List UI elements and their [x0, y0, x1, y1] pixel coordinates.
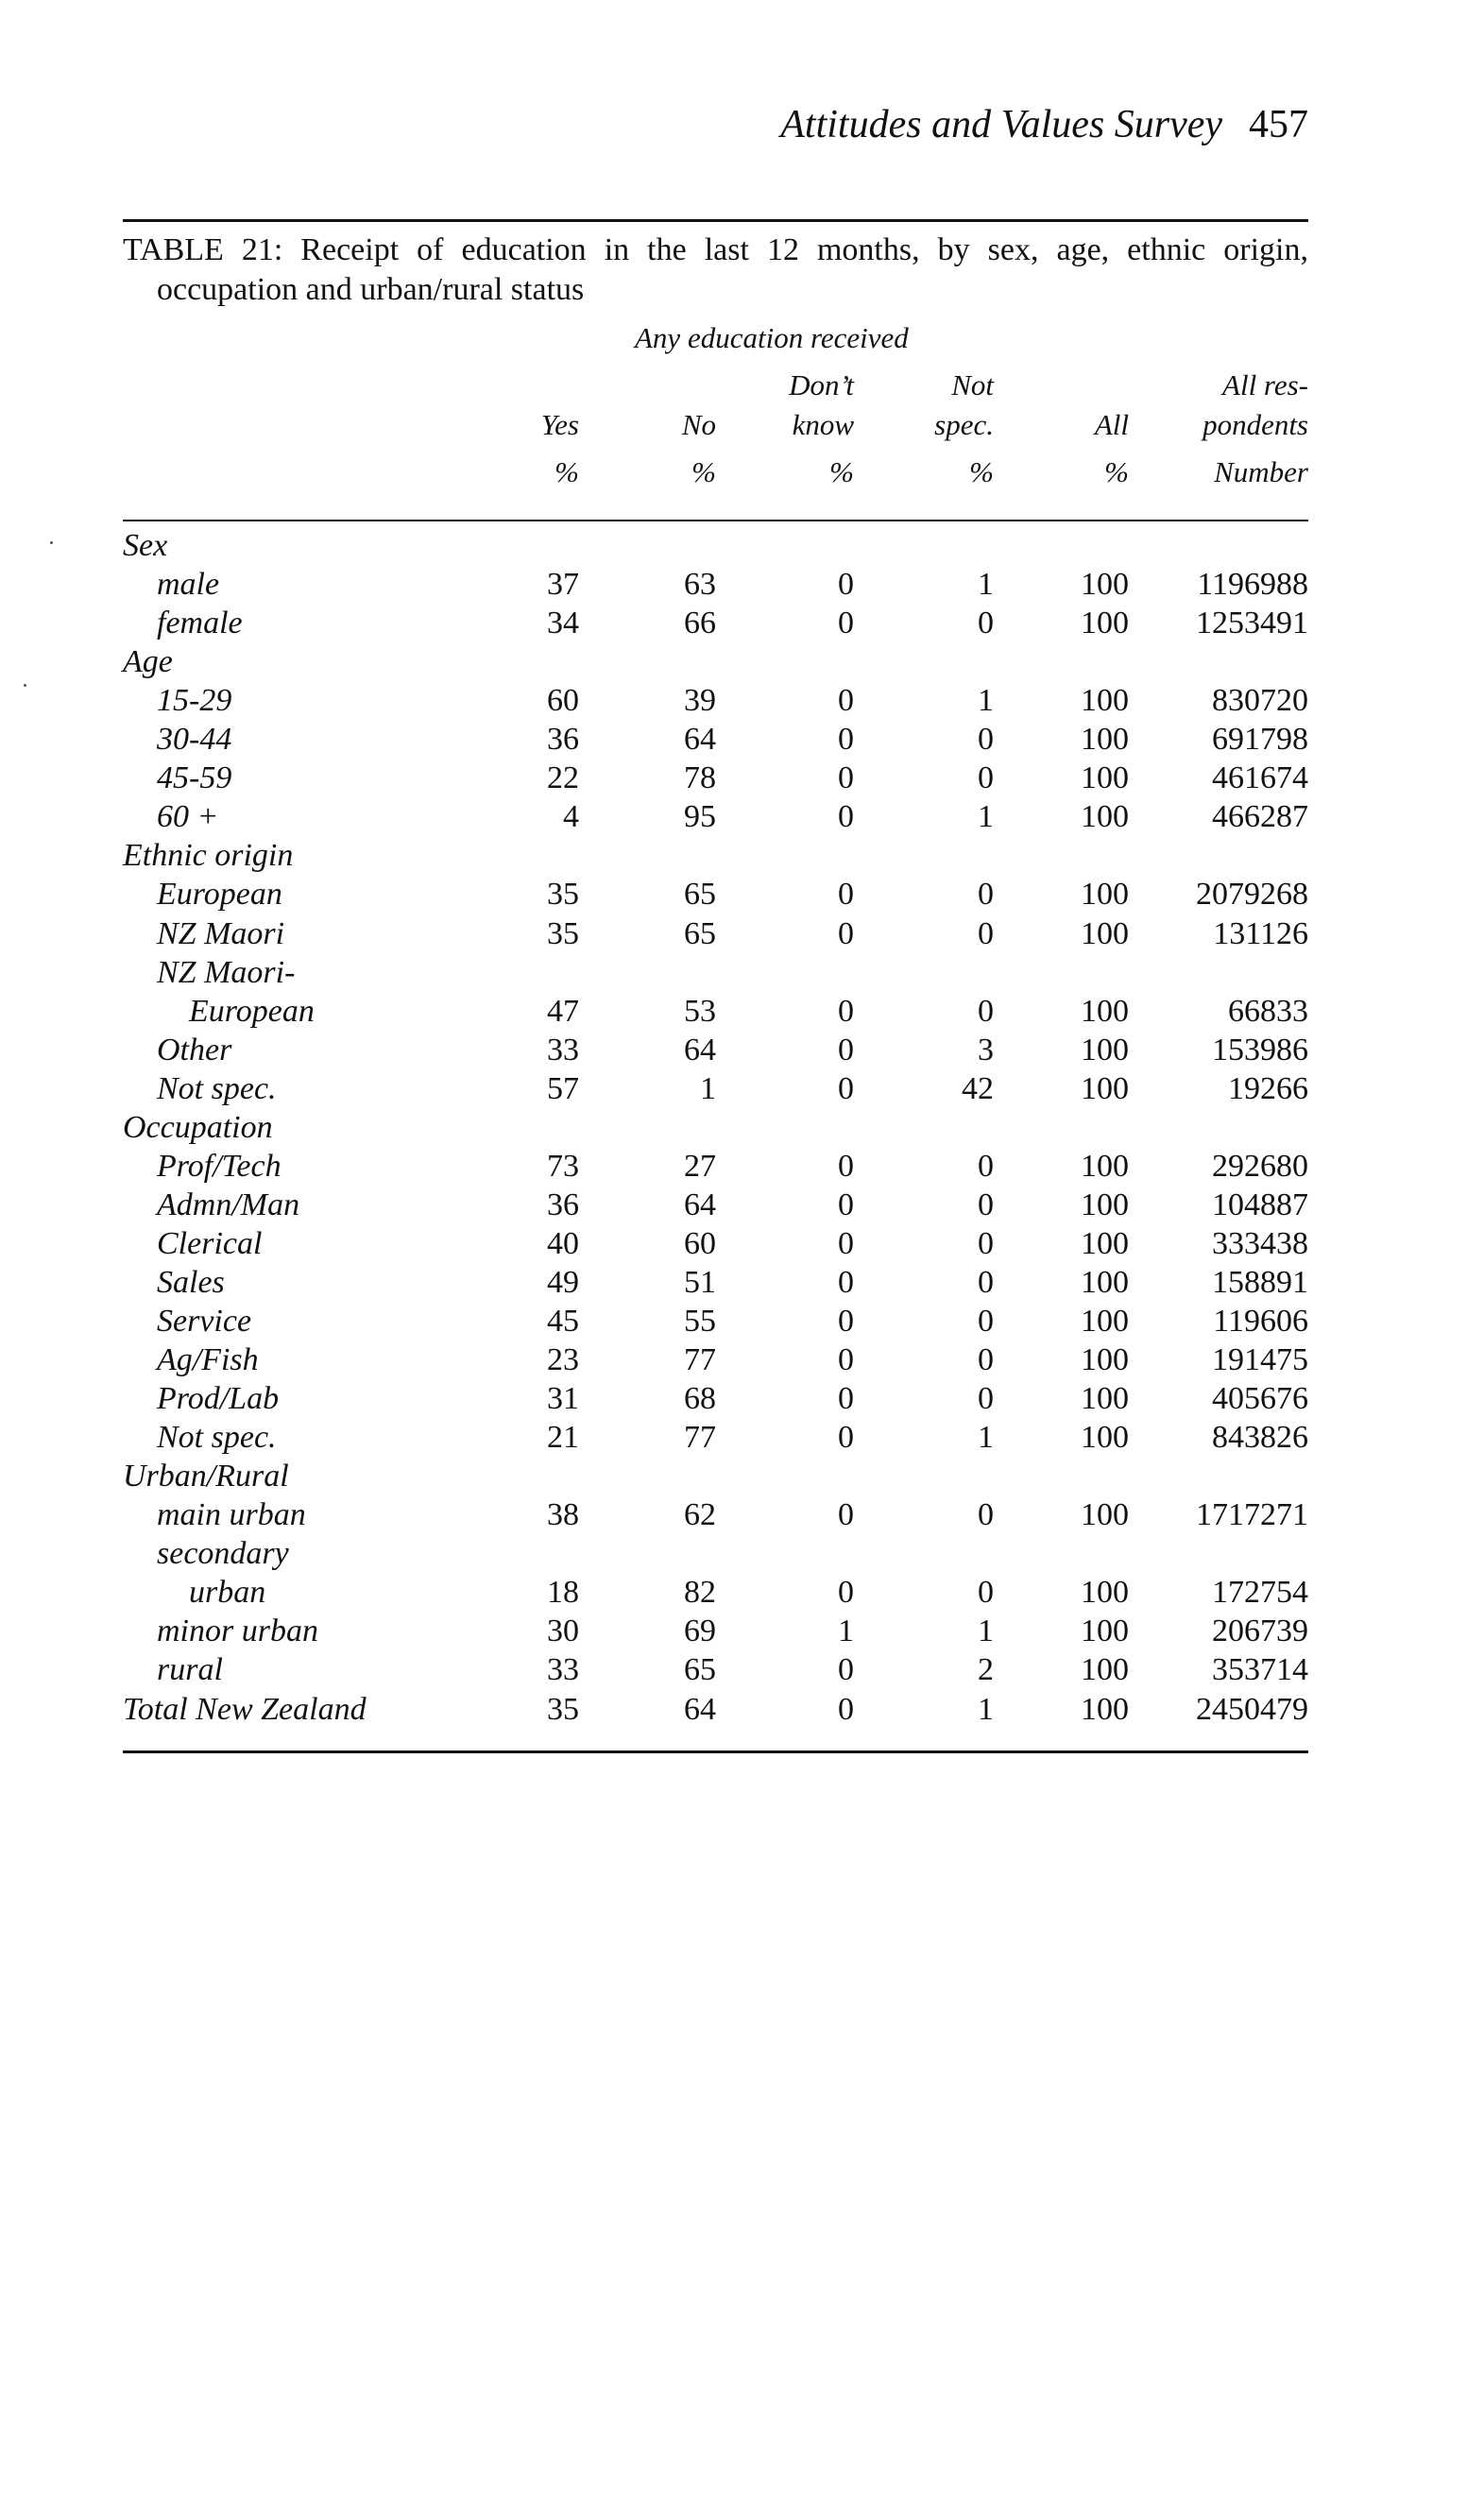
table-cell: 33 — [547, 1652, 579, 1688]
row-label: Occupation — [123, 1109, 273, 1145]
table-cell: 35 — [547, 1691, 579, 1727]
table-row — [0, 994, 1484, 1032]
table-row — [0, 799, 1484, 837]
table-cell: 153986 — [1212, 1032, 1308, 1067]
row-label: Admn/Man — [157, 1187, 300, 1222]
table-caption-line-2: occupation and urban/rural status — [157, 272, 585, 307]
column-header-label: spec. — [934, 408, 994, 441]
row-label: Ethnic origin — [123, 838, 294, 874]
table-cell: 1 — [838, 1614, 854, 1649]
table-cell: 0 — [978, 1304, 994, 1339]
header-rule — [123, 520, 1308, 521]
row-label: European — [189, 993, 315, 1029]
table-cell: 64 — [684, 1691, 716, 1727]
table-row — [0, 877, 1484, 914]
table-cell: 0 — [838, 683, 854, 719]
table-cell: 0 — [838, 722, 854, 758]
table-cell: 0 — [978, 722, 994, 758]
table-top-rule — [123, 219, 1308, 222]
column-header-top: All res- — [1222, 368, 1308, 401]
table-row — [0, 955, 1484, 993]
table-row-group — [0, 838, 1484, 876]
table-row — [0, 1497, 1484, 1535]
column-header-label: pondents — [1203, 408, 1308, 441]
table-cell: 100 — [1081, 683, 1129, 719]
table-cell: 0 — [978, 877, 994, 913]
table-cell: 33 — [547, 1032, 579, 1067]
table-cell: 100 — [1081, 1691, 1129, 1727]
table-cell: 60 — [684, 1225, 716, 1261]
column-group-header: Any education received — [635, 321, 909, 354]
table-cell: 64 — [684, 1032, 716, 1067]
table-cell: 100 — [1081, 1264, 1129, 1300]
row-label: rural — [157, 1652, 223, 1688]
table-cell: 77 — [684, 1342, 716, 1378]
table-cell: 100 — [1081, 567, 1129, 603]
table-cell: 66833 — [1228, 993, 1308, 1029]
table-cell: 0 — [978, 1342, 994, 1378]
table-cell: 65 — [684, 915, 716, 951]
column-header-unit: Number — [1214, 455, 1308, 488]
running-head — [780, 102, 1308, 147]
table-cell: 1 — [978, 1691, 994, 1727]
column-header-top: Not — [951, 368, 994, 401]
table-cell: 34 — [547, 606, 579, 641]
table-cell: 2 — [978, 1652, 994, 1688]
column-header-top: Don’t — [789, 368, 854, 401]
table-cell: 3 — [978, 1032, 994, 1067]
table-cell: 0 — [978, 1187, 994, 1222]
table-cell: 131126 — [1213, 915, 1308, 951]
table-cell: 333438 — [1212, 1225, 1308, 1261]
row-label: Sales — [157, 1264, 225, 1300]
table-cell: 27 — [684, 1148, 716, 1184]
table-cell: 830720 — [1212, 683, 1308, 719]
column-header-unit: % — [554, 455, 579, 488]
table-cell: 31 — [547, 1381, 579, 1417]
table-cell: 95 — [684, 799, 716, 835]
table-cell: 0 — [838, 915, 854, 951]
table-cell: 0 — [838, 1691, 854, 1727]
table-row — [0, 1381, 1484, 1419]
table-row — [0, 722, 1484, 760]
table-cell: 0 — [978, 1575, 994, 1611]
table-cell: 57 — [547, 1070, 579, 1106]
table-cell: 62 — [684, 1497, 716, 1533]
table-cell: 0 — [838, 760, 854, 796]
row-label: Prod/Lab — [157, 1381, 280, 1417]
table-cell: 0 — [978, 1381, 994, 1417]
table-cell: 22 — [547, 760, 579, 796]
table-cell: 353714 — [1212, 1652, 1308, 1688]
table-cell: 0 — [838, 1575, 854, 1611]
table-cell: 42 — [962, 1070, 994, 1106]
table-cell: 158891 — [1212, 1264, 1308, 1300]
table-bottom-rule — [123, 1750, 1308, 1753]
table-cell: 843826 — [1212, 1420, 1308, 1456]
table-row — [0, 1187, 1484, 1225]
table-cell: 0 — [838, 1148, 854, 1184]
table-row — [0, 760, 1484, 798]
table-cell: 1253491 — [1196, 606, 1308, 641]
table-cell: 45 — [547, 1304, 579, 1339]
table-cell: 37 — [547, 567, 579, 603]
row-label: Sex — [123, 528, 168, 563]
table-cell: 66 — [684, 606, 716, 641]
table-cell: 0 — [838, 1187, 854, 1222]
margin-speck — [24, 684, 26, 687]
row-label: minor urban — [157, 1614, 318, 1649]
table-cell: 206739 — [1212, 1614, 1308, 1649]
table-cell: 1 — [978, 567, 994, 603]
table-cell: 191475 — [1212, 1342, 1308, 1378]
row-label: Clerical — [157, 1225, 263, 1261]
table-cell: 100 — [1081, 722, 1129, 758]
table-row — [0, 683, 1484, 721]
row-label: Service — [157, 1304, 252, 1339]
table-row-group — [0, 528, 1484, 566]
table-cell: 73 — [547, 1148, 579, 1184]
table-cell: 0 — [838, 1342, 854, 1378]
row-label: main urban — [157, 1497, 306, 1533]
row-label: 15-29 — [157, 683, 232, 719]
table-cell: 172754 — [1212, 1575, 1308, 1611]
table-cell: 0 — [838, 606, 854, 641]
table-cell: 405676 — [1212, 1381, 1308, 1417]
table-cell: 78 — [684, 760, 716, 796]
table-row — [0, 1149, 1484, 1187]
table-cell: 0 — [838, 1381, 854, 1417]
table-cell: 0 — [978, 915, 994, 951]
table-cell: 40 — [547, 1225, 579, 1261]
table-row — [0, 1304, 1484, 1341]
table-cell: 30 — [547, 1614, 579, 1649]
table-cell: 0 — [978, 606, 994, 641]
table-row — [0, 1226, 1484, 1264]
table-cell: 65 — [684, 877, 716, 913]
table-row — [0, 1342, 1484, 1380]
row-label: 45-59 — [157, 760, 232, 796]
table-row — [0, 1652, 1484, 1690]
table-cell: 36 — [547, 722, 579, 758]
column-header-label: No — [681, 408, 716, 441]
table-cell: 0 — [838, 993, 854, 1029]
table-row-group — [0, 1692, 1484, 1730]
table-cell: 2079268 — [1196, 877, 1308, 913]
row-label: NZ Maori — [157, 915, 285, 951]
row-label: NZ Maori- — [157, 954, 296, 990]
table-cell: 466287 — [1212, 799, 1308, 835]
table-cell: 47 — [547, 993, 579, 1029]
row-label: European — [157, 877, 282, 913]
row-label: Urban/Rural — [123, 1459, 289, 1494]
table-row — [0, 1033, 1484, 1070]
table-cell: 1 — [978, 1614, 994, 1649]
table-cell: 0 — [838, 1497, 854, 1533]
row-label: 60 + — [157, 799, 219, 835]
table-cell: 23 — [547, 1342, 579, 1378]
row-label: Other — [157, 1032, 232, 1067]
column-header-unit: % — [969, 455, 994, 488]
table-cell: 691798 — [1212, 722, 1308, 758]
table-cell: 77 — [684, 1420, 716, 1456]
table-cell: 0 — [838, 799, 854, 835]
column-header-label: know — [792, 408, 854, 441]
row-label: Prof/Tech — [157, 1148, 281, 1184]
table-cell: 1 — [978, 799, 994, 835]
table-row-group — [0, 1110, 1484, 1148]
table-cell: 36 — [547, 1187, 579, 1222]
table-cell: 18 — [547, 1575, 579, 1611]
table-cell: 100 — [1081, 877, 1129, 913]
table-cell: 100 — [1081, 1225, 1129, 1261]
column-header-unit: % — [691, 455, 716, 488]
table-row — [0, 606, 1484, 643]
table-cell: 100 — [1081, 1032, 1129, 1067]
table-row — [0, 1614, 1484, 1651]
table-row-group — [0, 644, 1484, 682]
column-header-label: Yes — [540, 408, 579, 441]
row-label: Age — [123, 644, 173, 680]
table-cell: 0 — [838, 877, 854, 913]
table-caption-line-1: TABLE 21: Receipt of education in the last 12 months, by sex, age, ethnic origin, — [123, 232, 1308, 267]
table-cell: 0 — [838, 1070, 854, 1106]
table-cell: 100 — [1081, 1070, 1129, 1106]
table-cell: 100 — [1081, 915, 1129, 951]
table-cell: 100 — [1081, 1187, 1129, 1222]
table-cell: 0 — [838, 1652, 854, 1688]
table-cell: 0 — [838, 1264, 854, 1300]
table-cell: 100 — [1081, 993, 1129, 1029]
table-cell: 53 — [684, 993, 716, 1029]
table-cell: 64 — [684, 722, 716, 758]
column-header-unit: % — [829, 455, 854, 488]
row-label: Not spec. — [157, 1070, 277, 1106]
table-cell: 60 — [547, 683, 579, 719]
table-caption — [123, 231, 1308, 310]
table-cell: 38 — [547, 1497, 579, 1533]
table-cell: 0 — [838, 1032, 854, 1067]
row-label: secondary — [157, 1536, 289, 1572]
table-cell: 104887 — [1212, 1187, 1308, 1222]
row-label: Total New Zealand — [123, 1691, 367, 1727]
table-cell: 35 — [547, 915, 579, 951]
table-cell: 100 — [1081, 1342, 1129, 1378]
table-cell: 100 — [1081, 606, 1129, 641]
row-label: Not spec. — [157, 1420, 277, 1456]
table-cell: 100 — [1081, 1614, 1129, 1649]
table-row — [0, 567, 1484, 605]
table-cell: 1196988 — [1197, 567, 1308, 603]
table-row — [0, 1265, 1484, 1303]
column-header-unit: % — [1104, 455, 1129, 488]
table-cell: 1 — [700, 1070, 716, 1106]
table-cell: 35 — [547, 877, 579, 913]
page-number: 457 — [1249, 103, 1308, 146]
row-label: female — [157, 606, 243, 641]
table-cell: 68 — [684, 1381, 716, 1417]
table-cell: 100 — [1081, 1575, 1129, 1611]
table-cell: 4 — [563, 799, 579, 835]
table-row — [0, 1575, 1484, 1613]
table-cell: 55 — [684, 1304, 716, 1339]
table-row — [0, 1536, 1484, 1574]
row-label: Ag/Fish — [157, 1342, 259, 1378]
margin-speck — [50, 541, 53, 544]
table-row — [0, 1420, 1484, 1458]
table-cell: 65 — [684, 1652, 716, 1688]
column-header-label: All — [1094, 408, 1129, 441]
table-cell: 39 — [684, 683, 716, 719]
table-cell: 292680 — [1212, 1148, 1308, 1184]
table-cell: 0 — [978, 993, 994, 1029]
table-cell: 63 — [684, 567, 716, 603]
table-cell: 21 — [547, 1420, 579, 1456]
table-cell: 100 — [1081, 1497, 1129, 1533]
table-cell: 100 — [1081, 1381, 1129, 1417]
table-cell: 82 — [684, 1575, 716, 1611]
table-row — [0, 916, 1484, 954]
table-cell: 100 — [1081, 1304, 1129, 1339]
table-cell: 64 — [684, 1187, 716, 1222]
row-label: urban — [189, 1575, 266, 1611]
table-cell: 0 — [978, 760, 994, 796]
table-cell: 0 — [838, 1420, 854, 1456]
row-label: male — [157, 567, 220, 603]
table-cell: 0 — [978, 1264, 994, 1300]
table-cell: 100 — [1081, 1652, 1129, 1688]
table-cell: 49 — [547, 1264, 579, 1300]
row-label: 30-44 — [157, 722, 232, 758]
running-head-title: Attitudes and Values Survey — [780, 103, 1222, 146]
table-cell: 69 — [684, 1614, 716, 1649]
table-cell: 2450479 — [1196, 1691, 1308, 1727]
table-cell: 100 — [1081, 760, 1129, 796]
table-cell: 0 — [838, 1225, 854, 1261]
table-cell: 100 — [1081, 799, 1129, 835]
table-cell: 1 — [978, 683, 994, 719]
table-row — [0, 1071, 1484, 1109]
table-cell: 0 — [838, 1304, 854, 1339]
table-cell: 1 — [978, 1420, 994, 1456]
table-cell: 19266 — [1228, 1070, 1308, 1106]
table-cell: 119606 — [1213, 1304, 1308, 1339]
table-cell: 0 — [978, 1225, 994, 1261]
table-row-group — [0, 1459, 1484, 1496]
table-cell: 0 — [978, 1497, 994, 1533]
table-cell: 0 — [838, 567, 854, 603]
table-cell: 0 — [978, 1148, 994, 1184]
table-cell: 461674 — [1212, 760, 1308, 796]
table-cell: 1717271 — [1196, 1497, 1308, 1533]
table-cell: 51 — [684, 1264, 716, 1300]
table-cell: 100 — [1081, 1420, 1129, 1456]
table-cell: 100 — [1081, 1148, 1129, 1184]
